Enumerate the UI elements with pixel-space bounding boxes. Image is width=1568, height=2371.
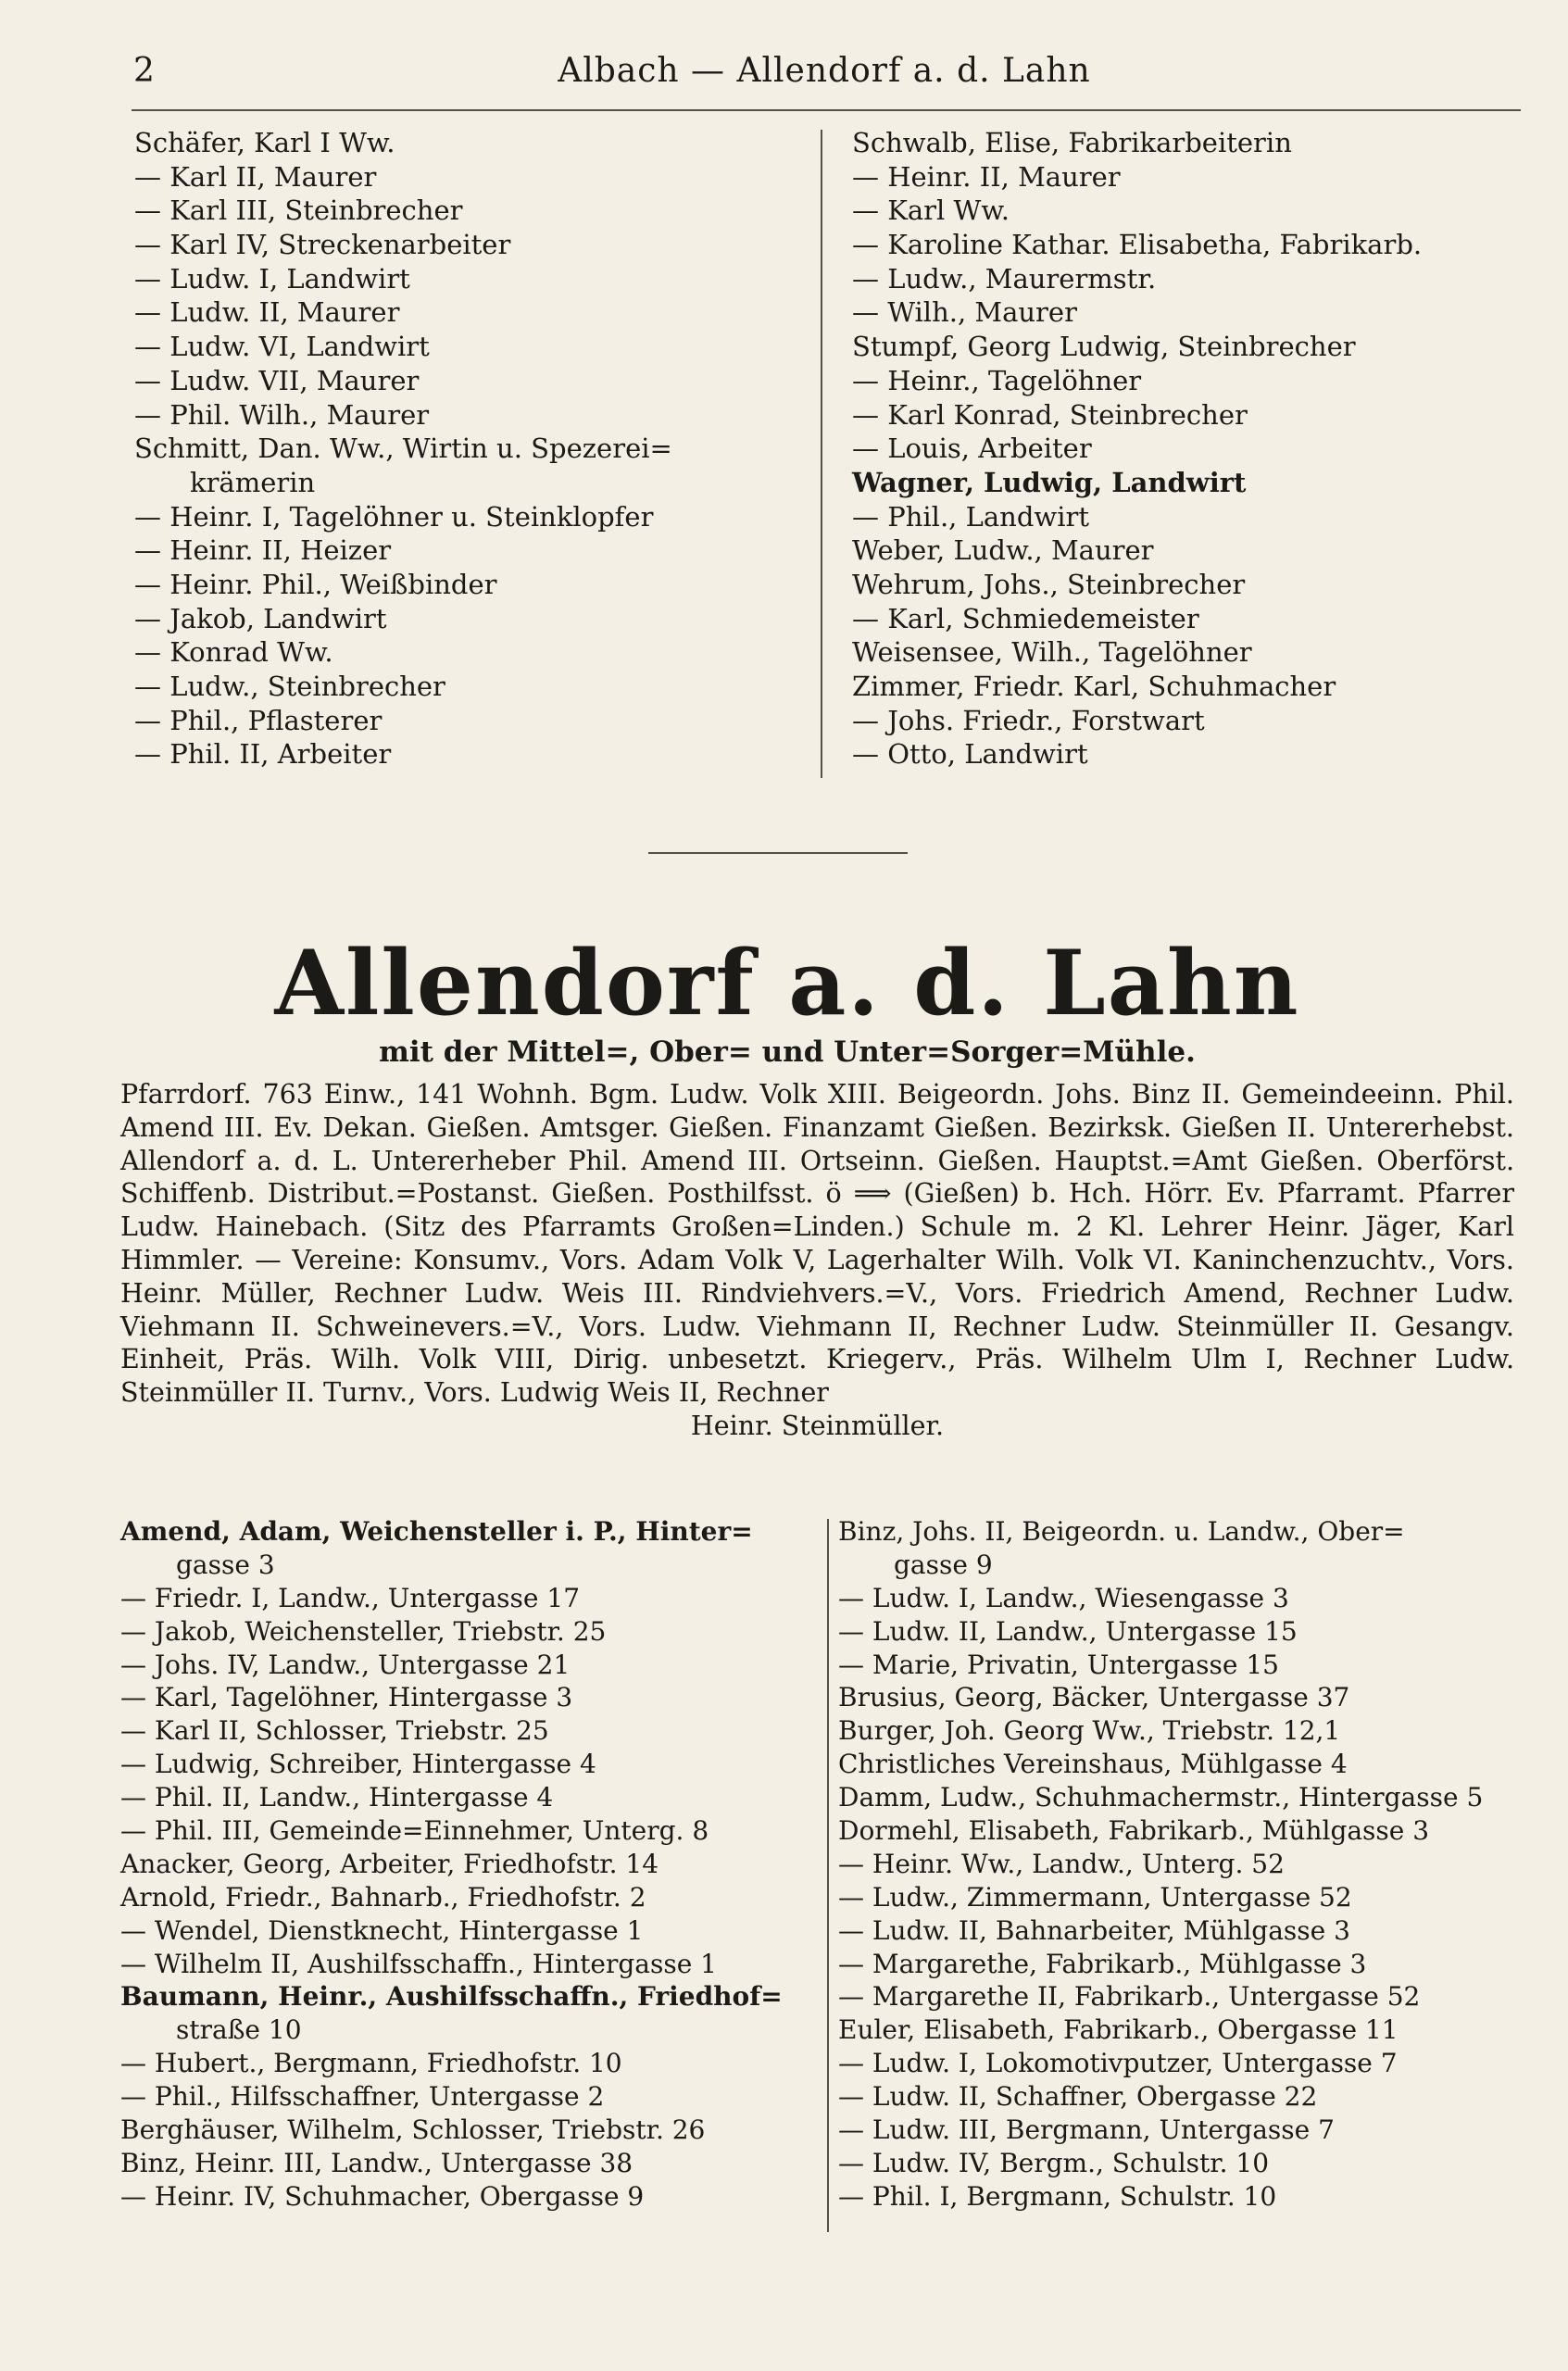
directory-entry: Baumann, Heinr., Aushilfsschaffn., Friedhof= <box>120 1981 783 2013</box>
directory-entry: — Hubert., Bergmann, Friedhofstr. 10 <box>120 2048 622 2079</box>
directory-entry: — Ludw., Maurermstr. <box>852 262 1157 295</box>
directory-entry: — Karl II, Schlosser, Triebstr. 25 <box>120 1715 549 1747</box>
section-subtitle: mit der Mittel=, Ober= und Unter=Sorger=Mühle. <box>379 1035 1196 1069</box>
directory-entry: gasse 9 <box>894 1549 993 1580</box>
directory-entry: — Margarethe II, Fabrikarb., Untergasse 52 <box>838 1981 1421 2013</box>
directory-entry: — Wilhelm II, Aushilfsschaffn., Hintergasse 1 <box>120 1948 717 1979</box>
directory-entry: — Ludw., Steinbrecher <box>134 671 445 702</box>
directory-entry: — Phil. II, Landw., Hintergasse 4 <box>120 1782 554 1813</box>
section-separator <box>648 852 908 854</box>
directory-entry: — Heinr., Tagelöhner <box>852 364 1142 396</box>
directory-entry: — Louis, Arbeiter <box>852 433 1092 465</box>
directory-entry: Binz, Heinr. III, Landw., Untergasse 38 <box>120 2147 633 2178</box>
directory-entry: — Ludw. I, Landwirt <box>134 262 410 295</box>
running-title: Albach — Allendorf a. d. Lahn <box>558 52 1091 90</box>
directory-entry: — Ludw. IV, Bergm., Schulstr. 10 <box>838 2147 1270 2178</box>
directory-entry: — Ludw. II, Maurer <box>134 296 400 329</box>
directory-entry: Schwalb, Elise, Fabrikarbeiterin <box>852 127 1292 158</box>
directory-entry: — Heinr. IV, Schuhmacher, Obergasse 9 <box>120 2180 645 2212</box>
directory-entry: — Margarethe, Fabrikarb., Mühlgasse 3 <box>838 1948 1367 1979</box>
directory-entry: — Johs. IV, Landw., Untergasse 21 <box>120 1649 571 1680</box>
bottom-right-column <box>838 1515 1542 2214</box>
section-body-paragraph: Pfarrdorf. 763 Einw., 141 Wohnh. Bgm. Ludw. Volk XIII. Beigeordn. Johs. Binz II. Gemeindeeinn. Phil. Amend III. Ev. Dekan. Gießen. Amtsger. Gießen. Finanzamt Gießen. Bezirksk. Gießen II. Untererhebst. Allendorf a. d. L. Untererheber Phil. Amend III. Ortseinn. Gießen. Hauptst.=Amt Gießen. Oberförst. Schiffenb. Distribut.=Postanst. Gießen. Posthilfsst. ö ⟹ (Gießen) b. Hch. Hörr. Ev. Pfarramt. Pfarrer Ludw. Hainebach. (Sitz des Pfarramts Großen=Linden.) Schule m. 2 Kl. Lehrer Heinr. Jäger, Karl Himmler. — Vereine: Konsumv., Vors. Adam Volk V, Lagerhalter Wilh. Volk VI. Kaninchenzuchtv., Vors. Heinr. Müller, Rechner Ludw. Weis III. Rindviehvers.=V., Vors. Friedrich Amend, Rechner Ludw. Viehmann II. Schweinevers.=V., Vors. Ludw. Viehmann II, Rechner Ludw. Steinmüller II. Gesangv. Einheit, Präs. Wilh. Volk VIII, Dirig. unbesetzt. Kriegerv., Präs. Wilhelm Ulm I, Rechner Ludw. Steinmüller II. Turnv., Vors. Ludwig Weis II, Rechner <box>120 1079 1514 1409</box>
directory-entry: Amend, Adam, Weichensteller i. P., Hinter= <box>120 1516 753 1547</box>
section-body <box>120 1078 1514 1443</box>
top-right-column <box>852 126 1556 772</box>
directory-entry: Burger, Joh. Georg Ww., Triebstr. 12,1 <box>838 1715 1341 1747</box>
directory-entry: — Ludw. VI, Landwirt <box>134 331 430 363</box>
page-header <box>130 48 1519 104</box>
directory-entry: — Friedr. I, Landw., Untergasse 17 <box>120 1582 581 1613</box>
directory-entry: Binz, Johs. II, Beigeordn. u. Landw., Ober= <box>838 1516 1405 1547</box>
directory-entry: — Karl Ww. <box>852 194 1010 227</box>
directory-entry: — Wendel, Dienstknecht, Hintergasse 1 <box>120 1914 644 1946</box>
directory-entry: Arnold, Friedr., Bahnarb., Friedhofstr. 2 <box>120 1881 646 1913</box>
directory-entry: krämerin <box>190 466 316 498</box>
directory-entry: Zimmer, Friedr. Karl, Schuhmacher <box>852 671 1336 702</box>
directory-entry: — Ludw. III, Bergmann, Untergasse 7 <box>838 2114 1335 2146</box>
header-rule <box>132 109 1521 111</box>
directory-entry: — Wilh., Maurer <box>852 296 1077 329</box>
directory-entry: — Karl, Tagelöhner, Hintergasse 3 <box>120 1682 573 1713</box>
directory-entry: Stumpf, Georg Ludwig, Steinbrecher <box>852 331 1356 363</box>
directory-entry: — Karl II, Maurer <box>134 160 377 193</box>
directory-entry: — Otto, Landwirt <box>852 738 1088 771</box>
section-title: Allendorf a. d. Lahn <box>274 931 1300 1035</box>
directory-entry: — Johs. Friedr., Forstwart <box>852 704 1205 736</box>
directory-entry: Wagner, Ludwig, Landwirt <box>852 466 1247 498</box>
directory-entry: — Phil. II, Arbeiter <box>134 738 392 771</box>
directory-entry: — Heinr. Phil., Weißbinder <box>134 568 497 600</box>
directory-entry: — Karl, Schmiedemeister <box>852 602 1199 634</box>
directory-entry: Brusius, Georg, Bäcker, Untergasse 37 <box>838 1682 1350 1713</box>
directory-entry: gasse 3 <box>176 1549 275 1580</box>
directory-entry: — Heinr. II, Heizer <box>134 534 392 567</box>
directory-entry: — Ludwig, Schreiber, Hintergasse 4 <box>120 1749 596 1780</box>
directory-entry: — Karl Konrad, Steinbrecher <box>852 398 1248 431</box>
page-number: 2 <box>133 52 155 90</box>
column-divider-top <box>821 130 822 778</box>
directory-entry: — Karoline Kathar. Elisabetha, Fabrikarb. <box>852 229 1423 261</box>
directory-entry: Weber, Ludw., Maurer <box>852 534 1154 567</box>
directory-entry: Euler, Elisabeth, Fabrikarb., Obergasse 11 <box>838 2014 1399 2046</box>
directory-entry: Berghäuser, Wilhelm, Schlosser, Triebstr. 26 <box>120 2114 706 2146</box>
directory-entry: — Phil., Hilfsschaffner, Untergasse 2 <box>120 2081 605 2113</box>
directory-entry: — Ludw. II, Schaffner, Obergasse 22 <box>838 2081 1318 2113</box>
directory-entry: — Karl III, Steinbrecher <box>134 194 463 227</box>
directory-entry: Schäfer, Karl I Ww. <box>134 127 395 158</box>
directory-entry: — Heinr. Ww., Landw., Unterg. 52 <box>838 1848 1285 1879</box>
directory-entry: straße 10 <box>176 2014 302 2046</box>
directory-entry: — Phil. Wilh., Maurer <box>134 398 430 431</box>
column-divider-bottom <box>827 1519 829 2232</box>
directory-entry: — Ludw. I, Lokomotivputzer, Untergasse 7 <box>838 2048 1398 2079</box>
directory-entry: Damm, Ludw., Schuhmachermstr., Hintergasse 5 <box>838 1782 1484 1813</box>
directory-entry: — Phil. III, Gemeinde=Einnehmer, Unterg. 8 <box>120 1815 709 1847</box>
directory-entry: Schmitt, Dan. Ww., Wirtin u. Spezerei= <box>134 433 672 465</box>
directory-entry: — Marie, Privatin, Untergasse 15 <box>838 1649 1279 1680</box>
directory-entry: — Heinr. I, Tagelöhner u. Steinklopfer <box>134 500 654 533</box>
section-body-last-line: Heinr. Steinmüller. <box>690 1410 945 1441</box>
directory-entry: — Phil., Landwirt <box>852 500 1090 533</box>
directory-entry: Weisensee, Wilh., Tagelöhner <box>852 636 1252 669</box>
directory-entry: — Ludw. II, Bahnarbeiter, Mühlgasse 3 <box>838 1914 1350 1946</box>
directory-entry: — Ludw. II, Landw., Untergasse 15 <box>838 1615 1298 1647</box>
directory-entry: — Phil. I, Bergmann, Schulstr. 10 <box>838 2180 1277 2212</box>
bottom-left-column <box>120 1515 824 2214</box>
directory-entry: — Phil., Pflasterer <box>134 704 383 736</box>
directory-entry: Dormehl, Elisabeth, Fabrikarb., Mühlgasse 3 <box>838 1815 1430 1847</box>
directory-entry: Wehrum, Johs., Steinbrecher <box>852 568 1246 600</box>
directory-entry: Christliches Vereinshaus, Mühlgasse 4 <box>838 1749 1348 1780</box>
directory-entry: — Karl IV, Streckenarbeiter <box>134 229 511 261</box>
directory-entry: Anacker, Georg, Arbeiter, Friedhofstr. 14 <box>120 1848 659 1879</box>
directory-entry: — Ludw. I, Landw., Wiesengasse 3 <box>838 1582 1289 1613</box>
directory-entry: — Ludw. VII, Maurer <box>134 364 420 396</box>
directory-entry: — Jakob, Weichensteller, Triebstr. 25 <box>120 1615 607 1647</box>
directory-entry: — Jakob, Landwirt <box>134 602 387 634</box>
directory-entry: — Ludw., Zimmermann, Untergasse 52 <box>838 1881 1352 1913</box>
top-left-column <box>134 126 820 772</box>
directory-entry: — Heinr. II, Maurer <box>852 160 1121 193</box>
directory-entry: — Konrad Ww. <box>134 636 333 669</box>
